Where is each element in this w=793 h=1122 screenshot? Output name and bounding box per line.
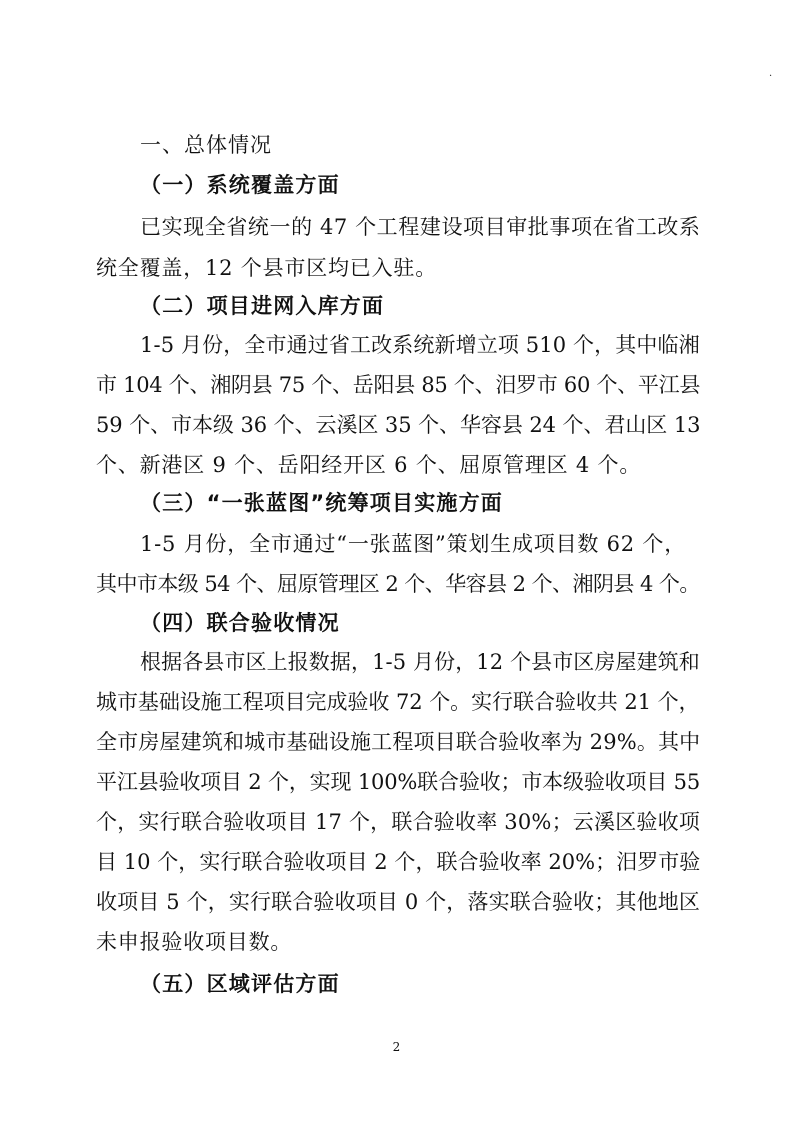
section-4-line-1: 根据各县市区上报数据，1-5 月份，12 个县市区房屋建筑和 — [140, 650, 700, 674]
section-4-line-8: 未申报验收项目数。 — [96, 930, 293, 954]
section-4-line-2: 城市基础设施工程项目完成验收 72 个。实行联合验收共 21 个， — [96, 690, 700, 714]
section-2-title: （二）项目进网入库方面 — [140, 294, 385, 318]
section-1-title: （一）系统覆盖方面 — [140, 173, 340, 197]
section-4-line-7: 收项目 5 个，实行联合验收项目 0 个，落实联合验收；其他地区 — [96, 890, 701, 914]
section-2-line-1: 1-5 月份，全市通过省工改系统新增立项 510 个，其中临湘 — [140, 333, 700, 357]
corner-mark: · — [769, 71, 773, 82]
section-4-line-4: 平江县验收项目 2 个，实现 100%联合验收；市本级验收项目 55 — [96, 770, 701, 794]
section-1-line-2: 统全覆盖，12 个县市区均已入驻。 — [96, 256, 437, 280]
section-1-line-1: 已实现全省统一的 47 个工程建设项目审批事项在省工改系 — [140, 215, 701, 239]
section-4-line-5: 个，实行联合验收项目 17 个，联合验收率 30%；云溪区验收项 — [96, 810, 701, 834]
section-3-title: （三）“一张蓝图”统筹项目实施方面 — [140, 491, 504, 515]
section-2-line-2: 市 104 个、湘阴县 75 个、岳阳县 85 个、汨罗市 60 个、平江县 — [96, 373, 701, 397]
section-2-line-4: 个、新港区 9 个、岳阳经开区 6 个、屈原管理区 4 个。 — [96, 453, 642, 477]
section-4-line-3: 全市房屋建筑和城市基础设施工程项目联合验收率为 29%。其中 — [96, 730, 701, 754]
section-4-line-6: 目 10 个，实行联合验收项目 2 个，联合验收率 20%；汨罗市验 — [96, 850, 701, 874]
section-3-line-1: 1-5 月份，全市通过“一张蓝图”策划生成项目数 62 个， — [140, 532, 687, 556]
section-2-line-3: 59 个、市本级 36 个、云溪区 35 个、华容县 24 个、君山区 13 — [96, 413, 701, 437]
section-4-title: （四）联合验收情况 — [140, 611, 340, 635]
page-number: 2 — [392, 1040, 401, 1054]
section-5-title: （五）区域评估方面 — [140, 972, 340, 996]
section-3-line-2: 其中市本级 54 个、屈原管理区 2 个、华容县 2 个、湘阴县 4 个。 — [96, 572, 700, 596]
main-heading: 一、总体情况 — [140, 133, 272, 157]
